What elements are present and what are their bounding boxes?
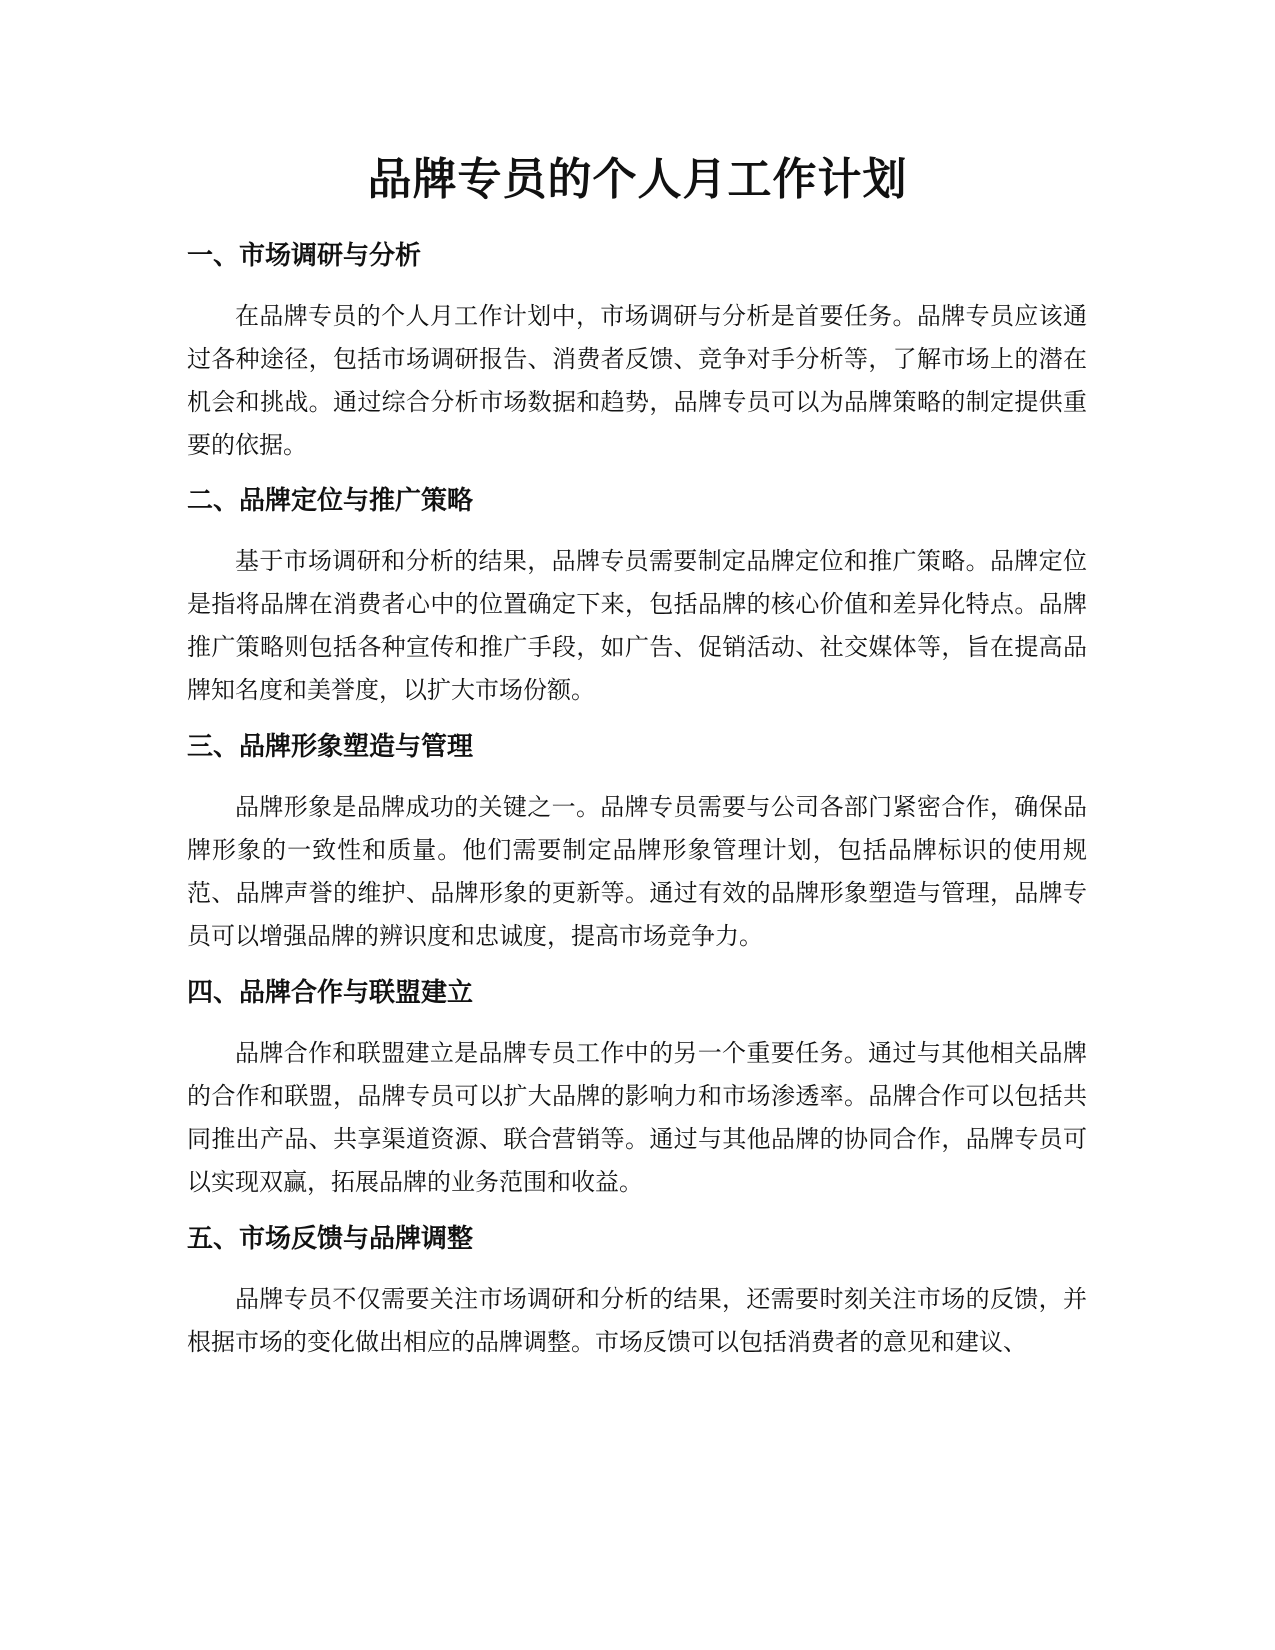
section-paragraph-1: 在品牌专员的个人月工作计划中，市场调研与分析是首要任务。品牌专员应该通过各种途径，包括市场调研报告、消费者反馈、竞争对手分析等，了解市场上的潜在机会和挑战。通过综合分析市场数据和趋势，品牌专员可以为品牌策略的制定提供重要的依据。 — [187, 302, 1087, 459]
section-heading-1: 一、市场调研与分析 — [187, 241, 422, 271]
section-paragraph-3: 品牌形象是品牌成功的关键之一。品牌专员需要与公司各部门紧密合作，确保品牌形象的一致性和质量。他们需要制定品牌形象管理计划，包括品牌标识的使用规范、品牌声誉的维护、品牌形象的更新等。通过有效的品牌形象塑造与管理，品牌专员可以增强品牌的辨识度和忠诚度，提高市场竞争力。 — [187, 793, 1087, 950]
document-title: 品牌专员的个人月工作计划 — [367, 154, 908, 205]
section-heading-3: 三、品牌形象塑造与管理 — [187, 732, 474, 762]
section-paragraph-5: 品牌专员不仅需要关注市场调研和分析的结果，还需要时刻关注市场的反馈，并根据市场的变化做出相应的品牌调整。市场反馈可以包括消费者的意见和建议、 — [187, 1285, 1087, 1356]
section-heading-4: 四、品牌合作与联盟建立 — [187, 978, 474, 1008]
section-paragraph-4: 品牌合作和联盟建立是品牌专员工作中的另一个重要任务。通过与其他相关品牌的合作和联盟，品牌专员可以扩大品牌的影响力和市场渗透率。品牌合作可以包括共同推出产品、共享渠道资源、联合营销等。通过与其他品牌的协同合作，品牌专员可以实现双赢，拓展品牌的业务范围和收益。 — [187, 1039, 1087, 1196]
section-paragraph-2: 基于市场调研和分析的结果，品牌专员需要制定品牌定位和推广策略。品牌定位是指将品牌在消费者心中的位置确定下来，包括品牌的核心价值和差异化特点。品牌推广策略则包括各种宣传和推广手段，如广告、促销活动、社交媒体等，旨在提高品牌知名度和美誉度，以扩大市场份额。 — [187, 547, 1087, 704]
section-heading-2: 二、品牌定位与推广策略 — [187, 486, 474, 516]
section-heading-5: 五、市场反馈与品牌调整 — [187, 1224, 474, 1254]
